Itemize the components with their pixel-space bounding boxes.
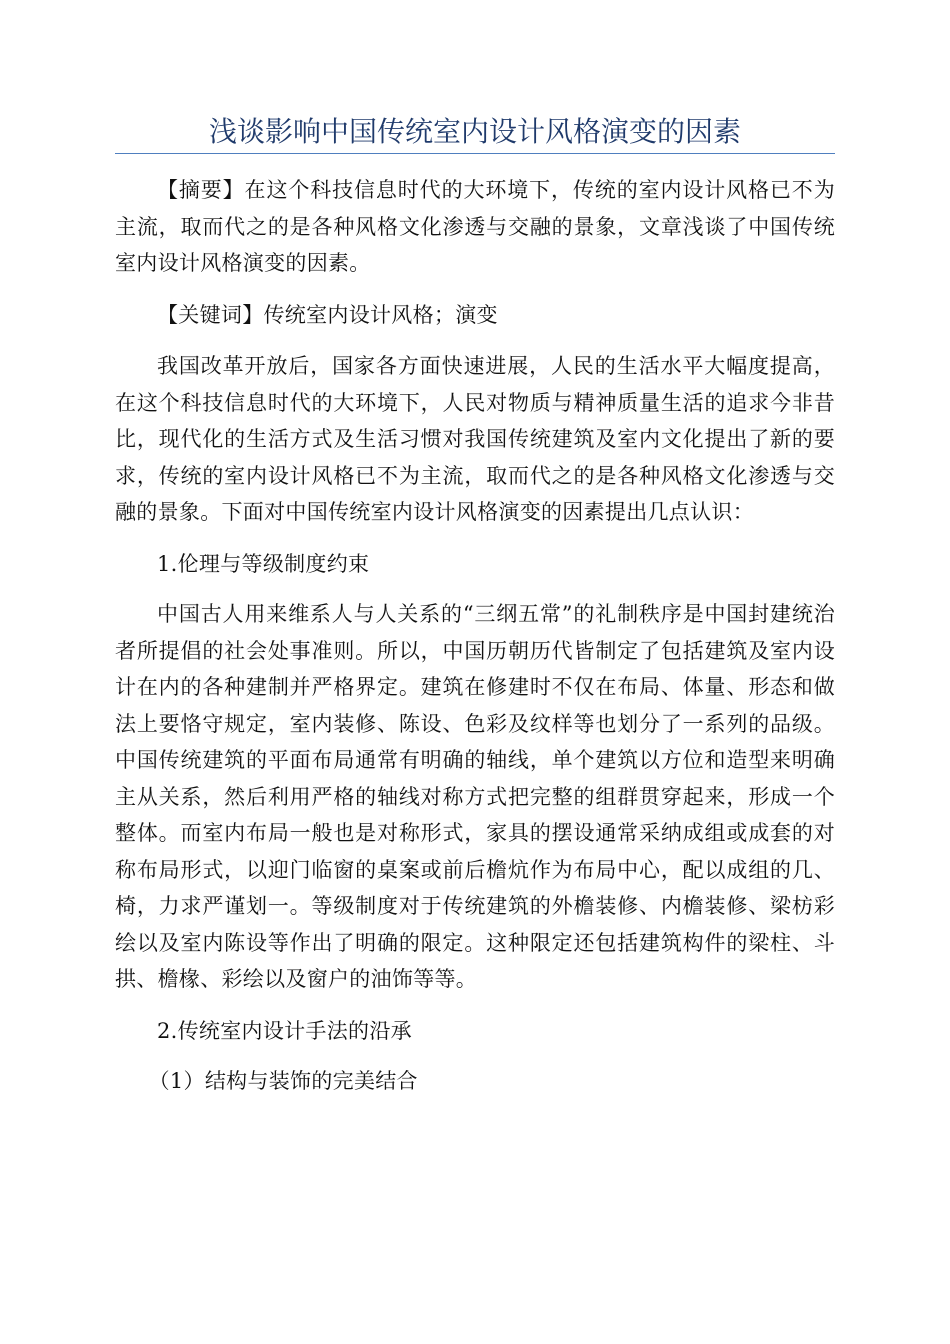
section-heading-1: 1.伦理与等级制度约束: [157, 551, 370, 576]
title-underline: [115, 153, 835, 154]
section-heading-2: 2.传统室内设计手法的沿承: [157, 1018, 412, 1043]
document-body: [115, 172, 835, 1114]
subsection-heading-1: （1）结构与装饰的完美结合: [148, 1069, 418, 1093]
keywords-paragraph: 【关键词】传统室内设计风格；演变: [157, 302, 498, 327]
intro-paragraph: 我国改革开放后，国家各方面快速进展，人民的生活水平大幅度提高，在这个科技信息时代的大环境下，人民对物质与精神质量生活的追求今非昔比，现代化的生活方式及生活习惯对我国传统建筑及室内文化提出了新的要求，传统的室内设计风格已不为主流，取而代之的是各种风格文化渗透与交融的景象。下面对中国传统室内设计风格演变的因素提出几点认识：: [115, 354, 835, 524]
abstract-paragraph: 【摘要】在这个科技信息时代的大环境下，传统的室内设计风格已不为主流，取而代之的是各种风格文化渗透与交融的景象，文章浅谈了中国传统室内设计风格演变的因素。: [115, 178, 835, 275]
section-1-paragraph: 中国古人用来维系人与人关系的“三纲五常”的礼制秩序是中国封建统治者所提倡的社会处事准则。所以，中国历朝历代皆制定了包括建筑及室内设计在内的各种建制并严格界定。建筑在修建时不仅在布局、体量、形态和做法上要恪守规定，室内装修、陈设、色彩及纹样等也划分了一系列的品级。中国传统建筑的平面布局通常有明确的轴线，单个建筑以方位和造型来明确主从关系，然后利用严格的轴线对称方式把完整的组群贯穿起来，形成一个整体。而室内布局一般也是对称形式，家具的摆设通常采纳成组或成套的对称布局形式，以迎门临窗的桌案或前后檐炕作为布局中心，配以成组的几、椅，力求严谨划一。等级制度对于传统建筑的外檐装修、内檐装修、梁枋彩绘以及室内陈设等作出了明确的限定。这种限定还包括建筑构件的梁柱、斗拱、檐椽、彩绘以及窗户的油饰等等。: [115, 602, 835, 991]
document-title: 浅谈影响中国传统室内设计风格演变的因素: [208, 115, 741, 148]
